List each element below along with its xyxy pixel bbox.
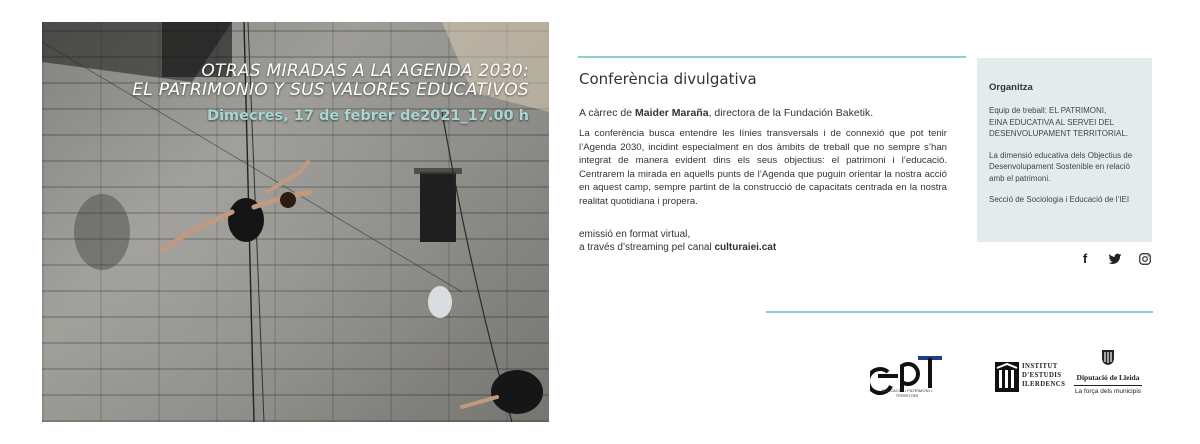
byline-prefix: A càrrec de <box>579 107 636 119</box>
diputacio-tagline: La força dels municipis <box>1074 385 1142 395</box>
event-date: Dimecres, 17 de febrer de2021_17.00 h <box>207 108 529 124</box>
organizer-team-line2: EINA EDUCATIVA AL SERVEI DEL <box>989 117 1115 127</box>
organizer-team <box>989 105 1142 140</box>
diputacio-logo <box>1068 348 1148 395</box>
iei-line2: D'ESTUDIS <box>1022 372 1062 379</box>
organizer-section: Secció de Sociologia i Educació de l’IEI <box>989 195 1130 204</box>
organizer-title: Organitza <box>989 82 1033 93</box>
organizer-team-line1: Equip de treball: EL PATRIMONI, <box>989 106 1107 115</box>
event-photo <box>42 22 549 422</box>
organizer-project: La dimensió educativa dels Objectius de Desenvolupament Sostenible en relació amb el patrimoni. <box>989 150 1133 183</box>
broadcast-line2 <box>579 241 776 254</box>
bottom-divider <box>766 311 1153 313</box>
broadcast-prefix: a través d’streaming pel canal <box>579 242 715 253</box>
iei-logo-text <box>1022 362 1065 389</box>
streaming-channel-link[interactable]: culturaiei.cat <box>714 242 777 253</box>
section-heading: Conferència divulgativa <box>579 70 757 88</box>
iei-line3: ILERDENCS <box>1022 381 1066 388</box>
diputacio-name: Diputació de Lleida <box>1076 373 1140 382</box>
twitter-icon[interactable] <box>1108 252 1122 266</box>
broadcast-line1: emissió en format virtual, <box>579 229 691 240</box>
byline-suffix: , directora de la Fundación Baketik. <box>708 107 874 119</box>
social-links <box>1078 252 1152 266</box>
event-title <box>59 62 529 100</box>
instagram-icon[interactable] <box>1138 252 1152 266</box>
speaker-byline <box>579 107 873 119</box>
event-description: La conferència busca entendre les línies transversals i de connexió que pot tenir l’Agenda 2030, incidint especialment en dos àmbits de treball que no sempre s’han integrat de manera evident dins els seus objectius: el patrimoni i l’educació. Centrarem la mirada en aquells punts de l’Agenda que puguin orientar la nostra acció en aquest camp, sempre partint de la construcció de capacitats centrada en la nostra realitat quotidiana i propera. <box>579 128 947 207</box>
facebook-icon[interactable]: f <box>1082 251 1088 266</box>
event-title-line1: OTRAS MIRADAS A LA AGENDA 2030: <box>201 61 529 81</box>
diputacio-shield-icon <box>1100 348 1116 366</box>
iei-line1: INSTITUT <box>1022 363 1058 370</box>
organizer-team-line3: DESENVOLUPAMENT TERRITORIAL. <box>989 129 1128 138</box>
broadcast-info <box>579 228 776 254</box>
organizer-box <box>977 58 1152 242</box>
event-title-line2: EL PATRIMONIO Y SUS VALORES EDUCATIVOS <box>132 80 529 100</box>
ept-logo-tagline: EDUCACIÓ • PATRIMONI • TERRITORI <box>881 388 933 398</box>
top-divider <box>578 56 966 58</box>
speaker-name: Maider Maraña <box>635 107 709 119</box>
